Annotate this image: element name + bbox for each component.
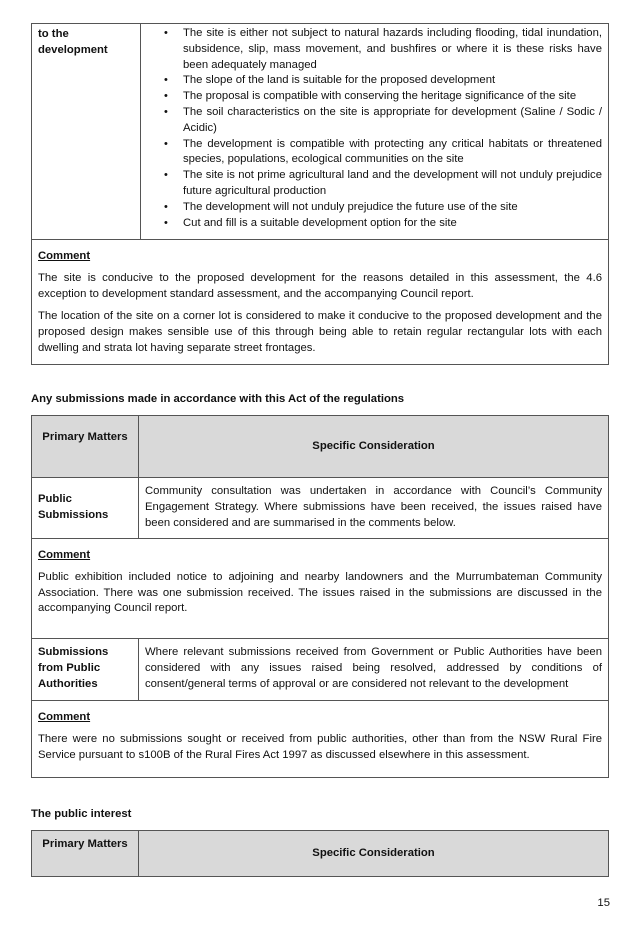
- list-item: • Cut and fill is a suitable development option for the site: [183, 216, 602, 232]
- comment-paragraph: The location of the site on a corner lot is considered to make it conducive to the proposed development and the proposed design makes sensible use of this through being able to retain regular rectangular lots with each dwelling and strata lot having separate street frontages.: [38, 310, 602, 354]
- table-header-row: [32, 416, 609, 478]
- comment-cell: [32, 539, 609, 639]
- section-heading: The public interest: [31, 808, 132, 820]
- public-interest-table: [31, 830, 609, 877]
- comment-heading: Comment: [38, 711, 91, 723]
- table-row: [32, 478, 609, 539]
- row-text: Where relevant submissions received from Government or Public Authorities have been considered with any issues raised being resolved, addressed by conditions of consent/general terms of approval or are considered not relevant to the development: [139, 639, 609, 701]
- comment-heading: Comment: [38, 549, 91, 561]
- row-label: Public Submissions: [32, 478, 139, 539]
- comment-paragraph: Public exhibition included notice to adjoining and nearby landowners and the Murrumbateman Community Association. There was one submission received. The issues raised in the submissions are discussed in the accompanying Council report.: [38, 570, 602, 615]
- column-header-primary: Primary Matters: [32, 831, 139, 877]
- criteria-list: [165, 26, 602, 231]
- submissions-table: [31, 415, 609, 778]
- comment-cell: [32, 240, 609, 365]
- site-suitability-table: [31, 23, 609, 365]
- list-item: • The site is either not subject to natural hazards including flooding, tidal inundation, subsidence, slip, mass movement, and bushfires or where it is these risks have been adequately managed: [183, 26, 602, 73]
- criteria-cell: [141, 24, 609, 240]
- column-header-specific: Specific Consideration: [139, 831, 609, 877]
- row-text: Community consultation was undertaken in accordance with Council’s Community Engagement Strategy. Where submissions have been received, the issues raised have been considered and are summarised in the comments below.: [139, 478, 609, 539]
- list-item: • The development is compatible with protecting any critical habitats or threatened species, populations, ecological communities on the site: [183, 137, 602, 169]
- comment-cell: [32, 701, 609, 778]
- list-item: • The soil characteristics on the site is appropriate for development (Saline / Sodic / Acidic): [183, 105, 602, 137]
- list-item: • The development will not unduly prejudice the future use of the site: [183, 200, 602, 216]
- list-item: • The site is not prime agricultural land and the development will not unduly prejudice future agricultural production: [183, 168, 602, 200]
- row-label: to the development: [32, 24, 141, 240]
- comment-heading: Comment: [38, 250, 91, 262]
- table-header-row: [32, 831, 609, 877]
- table-row: [32, 639, 609, 701]
- column-header-primary: Primary Matters: [32, 416, 139, 478]
- page-number: 15: [597, 897, 610, 909]
- table-row: [32, 24, 609, 240]
- section-heading: Any submissions made in accordance with this Act of the regulations: [31, 393, 405, 405]
- comment-paragraph: The site is conducive to the proposed development for the reasons detailed in this assessment, the 4.6 exception to development standard assessment, and the accompanying Council report.: [38, 271, 602, 300]
- list-item: • The slope of the land is suitable for the proposed development: [183, 73, 602, 89]
- column-header-specific: Specific Consideration: [139, 416, 609, 478]
- comment-row: [32, 240, 609, 365]
- comment-paragraph: There were no submissions sought or received from public authorities, other than from the NSW Rural Fire Service pursuant to s100B of the Rural Fires Act 1997 as discussed elsewhere in this assessment.: [38, 732, 602, 761]
- comment-row: [32, 539, 609, 639]
- list-item: • The proposal is compatible with conserving the heritage significance of the site: [183, 89, 602, 105]
- row-label: Submissions from Public Authorities: [32, 639, 139, 701]
- comment-row: [32, 701, 609, 778]
